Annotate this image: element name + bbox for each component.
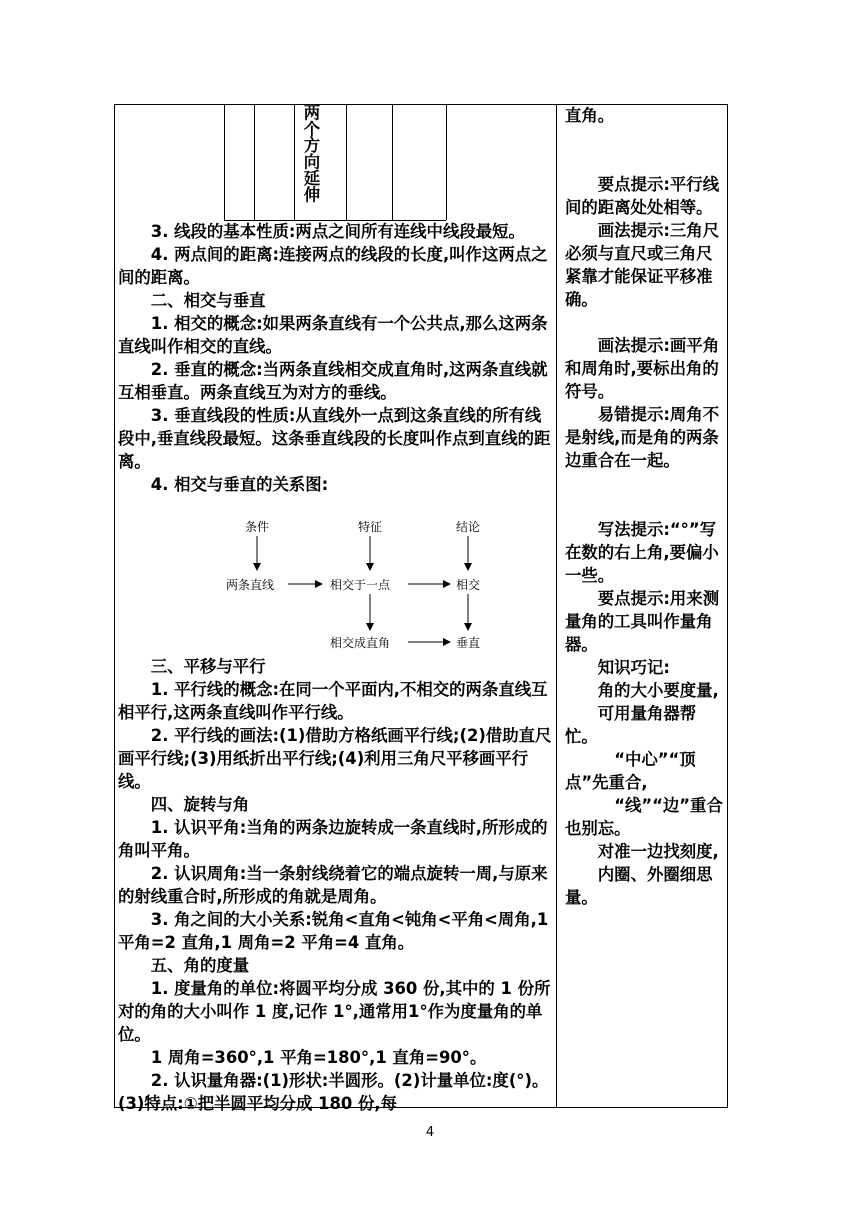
paragraph: 易错提示:周角不是射线,而是角的两条边重合在一起。	[565, 405, 720, 470]
relationship-diagram	[210, 518, 500, 658]
diagram-header-condition: 条件	[245, 520, 270, 534]
paragraph: 1. 度量角的单位:将圆平均分成 360 份,其中的 1 份所对的角的大小叫作 1 度,记作 1°,通常用1°作为度量角的单位。	[118, 979, 551, 1044]
vertical-cell-text: 两个方向延伸	[301, 104, 320, 203]
paragraph: 要点提示:用来测量角的工具叫作量角器。	[565, 589, 720, 654]
paragraph: 1. 相交的概念:如果两条直线有一个公共点,那么这两条直线叫作相交的直线。	[118, 314, 548, 356]
paragraph: 画法提示:画平角和周角时,要标出角的符号。	[565, 336, 720, 401]
paragraph: 内圈、外圈细思量。	[565, 865, 713, 907]
paragraph: 2. 垂直的概念:当两条直线相交成直角时,这两条直线就互相垂直。两条直线互为对方的垂线。	[118, 360, 548, 402]
left-column-lower	[118, 655, 552, 1115]
paragraph: 2. 认识量角器:(1)形状:半圆形。(2)计量单位:度(°)。(3)特点:①把半圆平均分成 180 份,每	[118, 1071, 549, 1113]
paragraph: 三、平移与平行	[150, 657, 266, 676]
paragraph: 角的大小要度量,	[597, 681, 719, 700]
paragraph: 1. 平行线的概念:在同一个平面内,不相交的两条直线互相平行,这两条直线叫作平行线。	[118, 680, 548, 722]
paragraph: 二、相交与垂直	[150, 291, 266, 310]
right-column-notes	[565, 104, 727, 909]
paragraph: “线”“边”重合也别忘。	[565, 796, 723, 838]
diagram-node-two-lines: 两条直线	[226, 578, 275, 592]
paragraph: 五、角的度量	[150, 956, 250, 975]
paragraph: 要点提示:平行线间的距离处处相等。	[565, 175, 720, 217]
paragraph: 4. 两点间的距离:连接两点的线段的长度,叫作这两点之间的距离。	[118, 245, 548, 287]
left-column	[118, 220, 552, 496]
paragraph: 写法提示:“°”写在数的右上角,要偏小一些。	[565, 520, 719, 585]
paragraph: 直角。	[565, 106, 615, 125]
paragraph: 可用量角器帮忙。	[565, 704, 697, 746]
paragraph: 3. 角之间的大小关系:锐角<直角<钝角<平角<周角,1 平角=2 直角,1 周角=2 平角=4 直角。	[118, 910, 549, 952]
paragraph: 4. 相交与垂直的关系图:	[150, 475, 329, 494]
paragraph: 3. 垂直线段的性质:从直线外一点到这条直线的所有线段中,垂直线段最短。这条垂直线段的长度叫作点到直线的距离。	[118, 406, 551, 471]
paragraph: 2. 平行线的画法:(1)借助方格纸画平行线;(2)借助直尺画平行线;(3)用纸折出平行线;(4)利用三角尺平移画平行线。	[118, 726, 552, 791]
diagram-node-right-angle: 相交成直角	[330, 636, 391, 650]
paragraph: 1. 认识平角:当角的两条边旋转成一条直线时,所形成的角叫平角。	[118, 818, 548, 860]
paragraph: 1 周角=360°,1 平角=180°,1 直角=90°。	[150, 1048, 487, 1067]
paragraph: 2. 认识周角:当一条射线绕着它的端点旋转一周,与原来的射线重合时,所形成的角就是周角。	[118, 864, 548, 906]
paragraph: 3. 线段的基本性质:两点之间所有连线中线段最短。	[150, 222, 525, 241]
paragraph: “中心”“顶点”先重合,	[565, 750, 696, 792]
diagram-node-perpendicular: 垂直	[456, 636, 481, 650]
paragraph: 知识巧记:	[597, 658, 670, 677]
paragraph: 对准一边找刻度,	[597, 842, 719, 861]
diagram-node-intersect-point: 相交于一点	[330, 578, 391, 592]
diagram-header-conclusion: 结论	[456, 520, 481, 534]
diagram-node-intersect: 相交	[456, 578, 481, 592]
paragraph: 画法提示:三角尺必须与直尺或三角尺紧靠才能保证平移准确。	[565, 221, 720, 309]
page-number: 4	[425, 1125, 435, 1140]
diagram-header-feature: 特征	[358, 520, 383, 534]
column-divider	[556, 104, 557, 1108]
paragraph: 四、旋转与角	[150, 795, 250, 814]
